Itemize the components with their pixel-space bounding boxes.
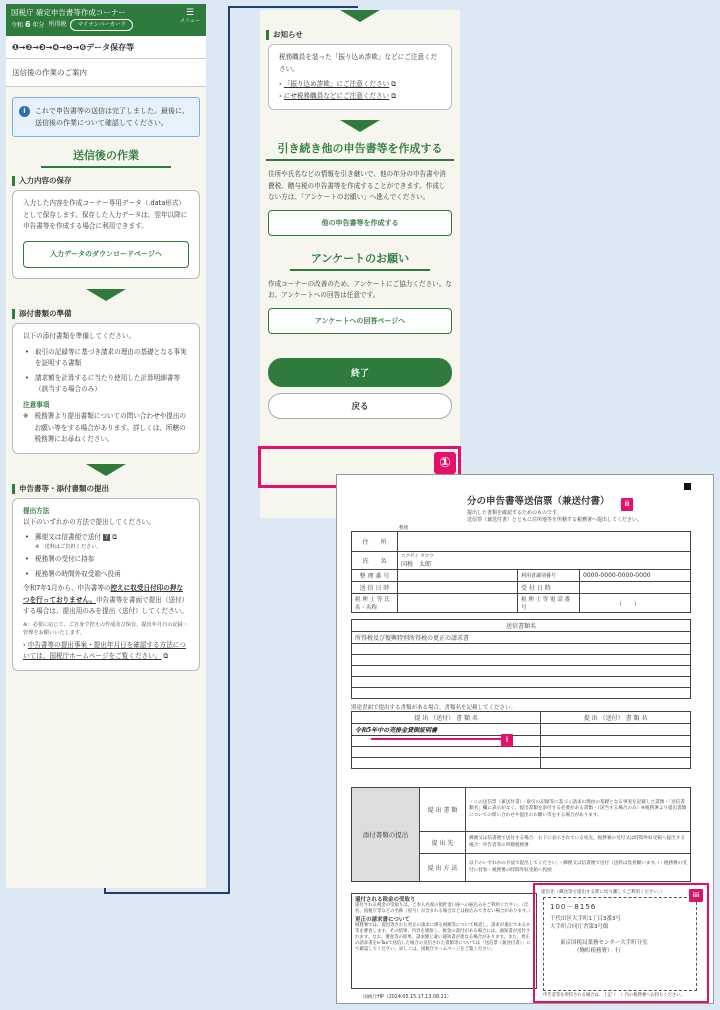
continue-body: 住所や氏名などの情報を引き継いで、他の年分の申告書や消費税、贈与税の申告書等を作成することができます。作成しない方は、「アンケートのお願い」へ進んでください。	[268, 170, 446, 201]
list-item: • 税務署の受付に持参	[23, 554, 189, 566]
recipient: 東京国税局業務センター大手町分室	[560, 940, 648, 946]
marker-iii: iii	[689, 889, 703, 902]
survey-button[interactable]: アンケートへの回答ページへ	[268, 308, 452, 334]
homepage-link[interactable]: › 申告書等の提出事案・提出年月日を確認する方法については、国税庁ホームページをご覧ください。 ⧉	[23, 640, 186, 660]
tax-type: 所得税	[48, 21, 67, 28]
marker-i: i	[501, 734, 513, 747]
finish-button[interactable]: 終了	[268, 358, 452, 387]
marker-ii: ii	[621, 498, 633, 511]
submit-heading: 申告書等・添付書類の提出	[12, 484, 200, 494]
phone-screen-right	[260, 10, 460, 518]
save-heading: 入力内容の保存	[12, 176, 200, 186]
applicant-table: 住 所 氏 名 コクゼイ タロウ 国税 太郎 整 理 番 号 利用者識別番号 0000-0000-0000-0000 送 信 日 時 受 付 日 時 税 理 士 等 氏名・名称 税 理 士 等 電 話 番 号 （ ）	[351, 531, 691, 613]
mynumber-card-badge: マイナンバーカード	[70, 19, 133, 31]
hamburger-icon: ☰	[185, 8, 195, 18]
list-item: • 請求額を計算するに当たり使用した計算明細書等（該当する場合のみ）	[23, 373, 189, 396]
help-icon[interactable]: ?	[105, 533, 109, 541]
attachment-info-table: 添付書類の提出 提 出 書 類 ・この送信票（兼送付書）・取引の記録等に基づく請求の理由の基礎となる事実を記載した書類・「送信書類名」欄に表示がなく、提出書類を添付する必要がある書類・（該当する場合のみ）※税務署より提出書類についての問い合わせや提出のお願い等をする場合があります。 提 出 先 郵便又は信書便で送付する場合：右下に表示されている宛先。税務署の受付又は時間外収受箱へ提出する場合：申告者等の所轄税務署 提 出 方 法 以下のいずれかの方法で提出してください。・郵便又は信書便で送付（送料は負担願います。）・税務署の受付に持参・税務署の時間外収受箱へ投函	[351, 787, 691, 882]
back-button[interactable]: 戻る	[268, 393, 452, 419]
note-title: 注意事項	[23, 400, 50, 409]
document-footer: 国税庁HP（2024.05.15.17.13.08.21）	[363, 995, 452, 1000]
attach-heading: 添付書類の準備	[12, 309, 200, 319]
document-title: 分の申告書等送信票（兼送付書）	[467, 496, 610, 507]
survey-body: 作成コーナーの改善のため、アンケートにご協力ください。なお、アンケートへの回答は任意です。	[268, 279, 452, 299]
sent-document-row: 所得税及び復興特別所得税の更正の請求書	[352, 632, 691, 644]
handwriting-underline	[371, 738, 505, 740]
save-box: 入力した内容を作成コーナー専用データ（.data形式）として保存します。保存した入力データは、翌年以降に申告書等を作成する場合に利用できます。 入力データのダウンロードページへ	[12, 190, 200, 279]
submission-form-document: 分の申告書等送信票（兼送付書） ii 提出した書類を確認するためのものです。 送信票（兼送付書）とともに住所地等を所轄する税務署へ提出してください。 整理 住 所 氏 名 コクゼイ タロウ 国税 太郎 整 理 番 号 利用者識別番号 0000-0000-0000-0000 送 信 日 時 受 付 日 時 税 理 士 等 氏名・名称 税 理 士 等 電 話 番 号 （ ） 送信書類名 所得税及び復興特別所得税の更正の請求書 別途書面で提出する書類がある場合、書類名を記載してください。 提 出 （送付） 書 類 名 提 出 （送付） 書 類 名 令和5年中の売掛金貸倒証明書 i 添付書類の提出 提 出 書 類 ・この送信票（兼送付書）・取引の記録等に基づく請求の理由の基礎となる事実を記載した書類・「送信書類名」欄に表示がなく、提出書類を添付する必要がある書類・（該当する場合のみ）※税務署より提出書類についての問い合わせや提出のお願い等をする場合があります。 提 出 先 郵便又は信書便で送付する場合：右下に表示されている宛先。税務署の受付又は時間外収受箱へ提出する場合：申告者等の所轄税務署 提 出 方 法 以下のいずれかの方法で提出してください。・郵便又は信書便で送付（送料は負担願います。）・税務署の受付に持参・税務署の時間外収受箱へ投函 還付される税金の受取り 還付される税金の受取りは、ご本人名義の預貯金口座への振込みをご利用ください。（氏名、国税庁等などの名称（屋号）が含まれる場合などは振込みできない場合があります。） 更正の請求書について 税務署では、提出等された更正の請求に係る税額等について検査し、請求が適正であるか等を審査します。その結果、内容を連絡し、税金の還付がある場合には、通知書が送付されます。なお、審査等の結果、請求額と違い通知書が異なる場合があります。また、更正の請求書をe-Taxで送信した場合の送信された書類等については「送信票（兼送付書）」にて確認してください。詳しくは、国税庁ホームページをご覧ください。 国税庁HP（2024.05.15.17.13.08.21） iii 提出先（郵送等で提出する際に切り離してご利用ください。） 100－8156 千代田区大手町1丁目3番3号 大手町合同庁舎第3号館 東京国税局業務センター大手町分室 （麹町税務署） 行 申告者等を所持される場合は、上記（ ）内の税務署へお持ちください。	[336, 474, 714, 1004]
fake-official-link[interactable]: › にせ税務職員などにご注意ください ⧉	[279, 91, 397, 100]
survey-title: アンケートのお願い	[290, 250, 430, 271]
list-item: • 取引の記録等に基づき請求の理由の基礎となる事実を証明する書類	[23, 347, 189, 370]
info-message: i これで申告書等の送信は完了しました。最後に、送信後の作業について確認してください。	[12, 97, 200, 137]
submit-box: 提出方法 以下のいずれかの方法で提出してください。 • 郵便又は信書便で送付 ? ⧉ ※ 送料はご負担ください。 • 税務署の受付に持参 • 税務署の時間外収受箱へ投函 令和7年1月から、申告書等の控えに収受日付印の押なつを行っておりません。申告書等を書面で提出（送付）する場合は、提出用のみを提出（送付）してください。 ※：必要に応じて、ご自身で控えの作成及び保有、提出年月日の記録・管理をお願いいたします。 › 申告書等の提出事案・提出年月日を確認する方法については、国税庁ホームページをご覧ください。 ⧉	[12, 498, 200, 671]
method-title: 提出方法	[23, 506, 50, 515]
progress-steps: ❶→❷→❸→❹→❺→❻データ保存等	[6, 36, 206, 59]
notice-heading: お知らせ	[266, 30, 454, 40]
separate-documents-table: 提 出 （送付） 書 類 名 提 出 （送付） 書 類 名 令和5年中の売掛金貸倒証明書	[351, 711, 691, 769]
notice-box: 税務職員を装った「振り込め詐欺」などにご注意ください。 › 「振り込め詐欺」にご注意ください ⧉ › にせ税務職員などにご注意ください ⧉	[268, 44, 452, 110]
chevron-right-icon: ›	[23, 640, 26, 649]
list-item: • 税務署の時間外収受箱へ投函	[23, 569, 189, 581]
page-title: 送信後の作業のご案内	[6, 59, 206, 87]
fraud-link[interactable]: › 「振り込め詐欺」にご注意ください ⧉	[279, 80, 397, 88]
app-title: 国税庁 確定申告書等作成コーナー	[11, 8, 126, 17]
external-link-icon: ⧉	[163, 652, 169, 660]
address-note: 提出先（郵送等で提出する際に切り離してご利用ください。）	[541, 890, 665, 895]
postal-code: 100－8156	[550, 903, 597, 911]
section-title: 送信後の作業	[41, 147, 171, 168]
continue-title: 引き続き他の申告書等を作成する	[266, 140, 454, 161]
download-data-button[interactable]: 入力データのダウンロードページへ	[23, 241, 189, 269]
user-id-value: 0000-0000-0000-0000	[580, 570, 691, 582]
app-header: 国税庁 確定申告書等作成コーナー 令和 6 年分 所得税 マイナンバーカード ☰ メニュー	[6, 4, 206, 36]
create-other-button[interactable]: 他の申告書等を作成する	[268, 210, 452, 236]
mailing-address-block: 100－8156 千代田区大手町1丁目3番3号 大手町合同庁舎第3号館 東京国税局業務センター大手町分室 （麹町税務署） 行	[543, 897, 697, 991]
down-arrow-icon	[86, 289, 126, 301]
down-arrow-icon	[340, 10, 380, 22]
phone-screen-left	[6, 4, 206, 888]
refund-notes: 還付される税金の受取り 還付される税金の受取りは、ご本人名義の預貯金口座への振込みをご利用ください。（氏名、国税庁等などの名称（屋号）が含まれる場合などは振込みできない場合があります。） 更正の請求書について 税務署では、提出等された更正の請求に係る税額等について検査し、請求が適正であるか等を審査します。その結果、内容を連絡し、税金の還付がある場合には、通知書が送付されます。なお、審査等の結果、請求額と違い通知書が異なる場合があります。また、更正の請求書をe-Taxで送信した場合の送信された書類等については「送信票（兼送付書）」にて確認してください。詳しくは、国税庁ホームページをご覧ください。	[351, 893, 537, 989]
stamp-notice: 令和7年1月から、申告書等の控えに収受日付印の押なつを行っておりません。申告書等を書面で提出（送付）する場合は、提出用のみを提出（送付）してください。	[23, 584, 189, 615]
attachment-label: 添付書類の提出	[352, 788, 420, 882]
marker-1: ①	[434, 452, 456, 474]
bottom-note: 申告者等を所持される場合は、上記（ ）内の税務署へお持ちください。	[543, 993, 685, 998]
corner-mark	[684, 483, 691, 490]
handwritten-document-name: 令和5年中の売掛金貸倒証明書	[352, 724, 541, 736]
sent-documents-table: 送信書類名 所得税及び復興特別所得税の更正の請求書	[351, 619, 691, 699]
down-arrow-icon	[86, 464, 126, 476]
menu-button[interactable]: ☰ メニュー	[179, 8, 200, 24]
external-link-icon: ⧉	[391, 91, 397, 100]
info-icon: i	[19, 106, 30, 117]
external-link-icon: ⧉	[391, 80, 397, 88]
name-value: 国税 太郎	[401, 561, 432, 568]
down-arrow-icon	[340, 120, 380, 132]
list-item: • 郵便又は信書便で送付 ? ⧉ ※ 送料はご負担ください。	[23, 532, 189, 552]
attach-box: 以下の添付書類を準備してください。 • 取引の記録等に基づき請求の理由の基礎となる事実を証明する書類 • 請求額を計算するに当たり使用した計算明細書等（該当する場合のみ） 注意事項 ※ 税務署より提出書類についての問い合わせや提出のお願い等をする場合があります。詳しくは、所轄の税務署にお尋ねください。	[12, 323, 200, 454]
document-subtitle: 提出した書類を確認するためのものです。 送信票（兼送付書）とともに住所地等を所轄する税務署へ提出してください。	[467, 510, 643, 523]
external-link-icon: ⧉	[112, 532, 118, 541]
